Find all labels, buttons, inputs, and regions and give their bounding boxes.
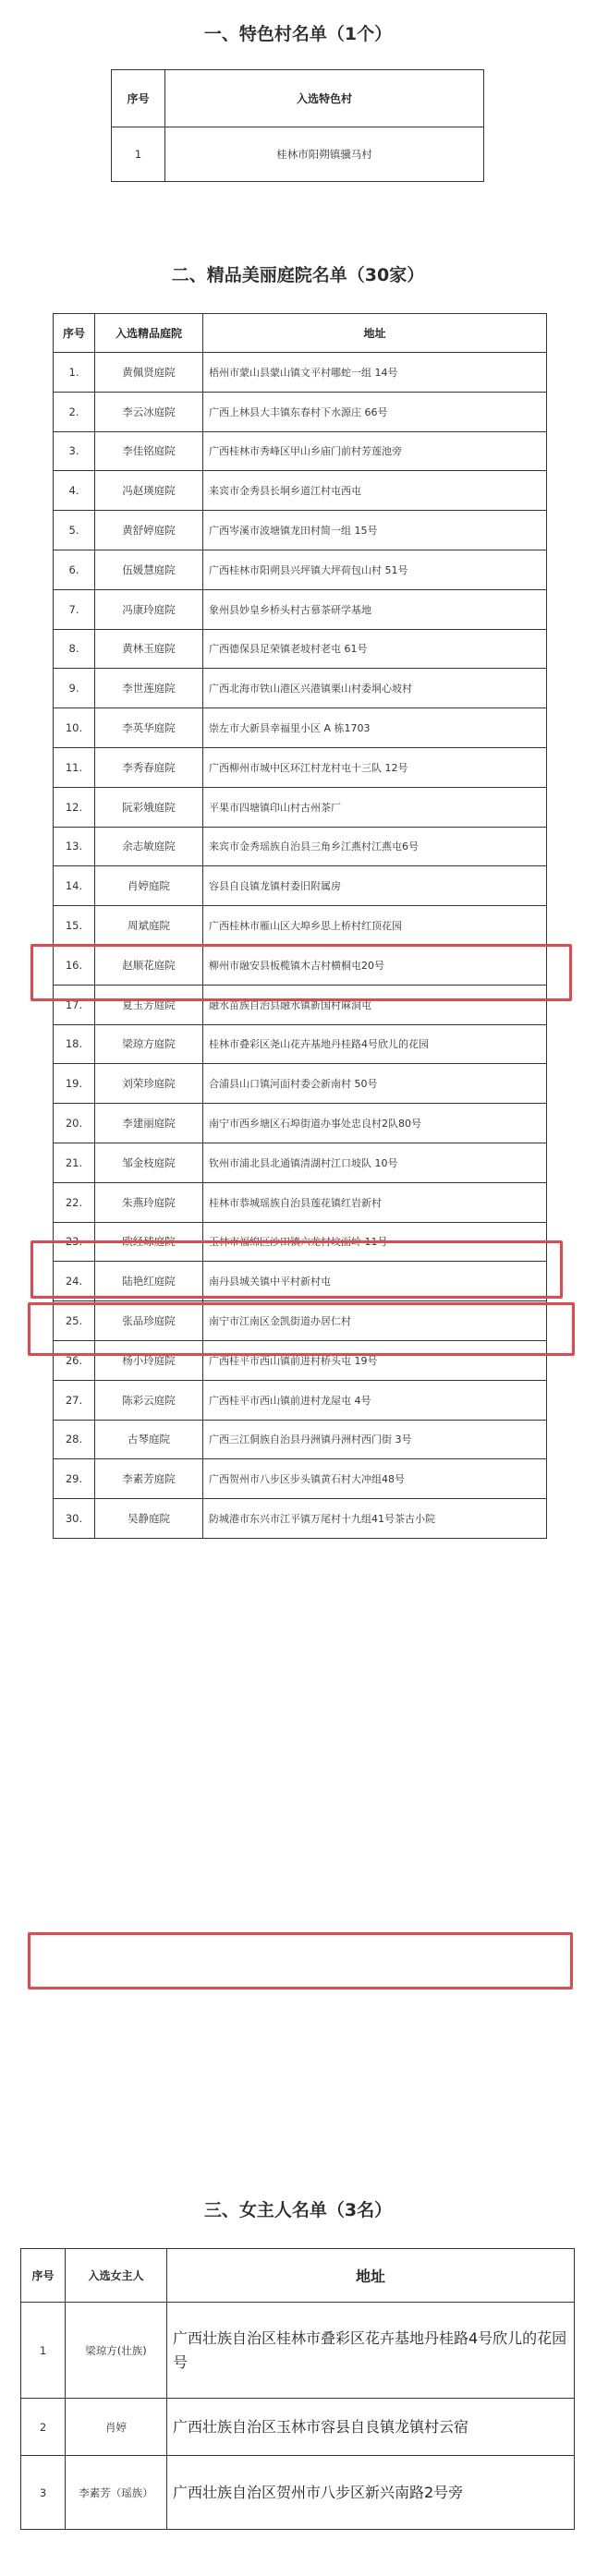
cell-courtyard: 陈彩云庭院 — [95, 1380, 203, 1420]
cell-address: 合浦县山口镇河面村委会新南村 50号 — [203, 1064, 547, 1104]
table-row — [54, 1182, 547, 1222]
table-row — [112, 127, 484, 182]
cell-address: 广西桂平市西山镇前进村龙屋屯 4号 — [203, 1380, 547, 1420]
cell-courtyard: 陆艳红庭院 — [95, 1262, 203, 1301]
table-row — [54, 353, 547, 393]
cell-index: 2. — [54, 392, 95, 431]
cell-index: 17. — [54, 985, 95, 1024]
cell-index: 13. — [54, 827, 95, 866]
cell-courtyard: 古琴庭院 — [95, 1420, 203, 1459]
cell-index: 9. — [54, 669, 95, 708]
cell-address: 南宁市江南区金凯街道办居仁村 — [203, 1301, 547, 1341]
col-header-hostess: 入选女主人 — [66, 2249, 167, 2303]
cell-address: 广西德保县足荣镇老坡村老屯 61号 — [203, 629, 547, 669]
cell-index: 6. — [54, 550, 95, 589]
col-header-index: 序号 — [54, 314, 95, 353]
cell-index: 15. — [54, 906, 95, 946]
table-row — [21, 2456, 575, 2530]
cell-hostess: 肖婷 — [66, 2399, 167, 2456]
cell-address: 南宁市西乡塘区石埠街道办事处忠良村2队80号 — [203, 1104, 547, 1143]
cell-courtyard: 黄舒婷庭院 — [95, 511, 203, 550]
cell-address: 融水苗族自治县融水镇新国村麻洞屯 — [203, 985, 547, 1024]
table-row — [54, 669, 547, 708]
cell-index: 14. — [54, 866, 95, 906]
cell-index: 22. — [54, 1182, 95, 1222]
cell-address: 桂林市恭城瑶族自治县莲花镇红岩新村 — [203, 1182, 547, 1222]
cell-address: 广西岑溪市波塘镇龙田村简一组 15号 — [203, 511, 547, 550]
cell-address: 来宾市金秀瑶族自治县三角乡江燕村江燕屯6号 — [203, 827, 547, 866]
cell-index: 30. — [54, 1499, 95, 1539]
cell-courtyard: 张品珍庭院 — [95, 1301, 203, 1341]
cell-index: 7. — [54, 589, 95, 629]
cell-address: 南丹县城关镇中平村新村屯 — [203, 1262, 547, 1301]
section1-title: 一、特色村名单（1个） — [203, 24, 393, 44]
table-header-row — [21, 2249, 575, 2303]
section2-title: 二、精品美丽庭院名单（30家） — [171, 265, 425, 285]
cell-courtyard: 梁琼方庭院 — [95, 1024, 203, 1064]
cell-courtyard: 冯赵瑛庭院 — [95, 471, 203, 511]
cell-courtyard: 刘荣珍庭院 — [95, 1064, 203, 1104]
cell-address: 钦州市浦北县北通镇清湖村江口坡队 10号 — [203, 1143, 547, 1182]
cell-courtyard: 伍媛慧庭院 — [95, 550, 203, 589]
table-row — [54, 1420, 547, 1459]
cell-courtyard: 夏玉芳庭院 — [95, 985, 203, 1024]
cell-index: 27. — [54, 1380, 95, 1420]
cell-index: 12. — [54, 787, 95, 827]
cell-courtyard: 周斌庭院 — [95, 906, 203, 946]
cell-courtyard: 吴静庭院 — [95, 1499, 203, 1539]
cell-index: 5. — [54, 511, 95, 550]
cell-courtyard: 赵顺花庭院 — [95, 945, 203, 985]
table-row — [21, 2303, 575, 2399]
highlight-box-row-11 — [30, 944, 572, 1001]
cell-index: 23. — [54, 1222, 95, 1262]
col-header-index: 序号 — [112, 70, 165, 127]
cell-address: 玉林市福绵区沙田镇六龙村坟面岭 11号 — [203, 1222, 547, 1262]
table-row — [54, 629, 547, 669]
hostess-table — [20, 2248, 575, 2530]
cell-index: 1. — [54, 353, 95, 393]
cell-courtyard: 李秀春庭院 — [95, 747, 203, 787]
table-row — [54, 1459, 547, 1499]
cell-index: 25. — [54, 1301, 95, 1341]
table-row — [54, 866, 547, 906]
cell-address: 广西桂林市阳朔县兴坪镇大坪荷包山村 51号 — [203, 550, 547, 589]
table-row — [54, 471, 547, 511]
col-header-index: 序号 — [21, 2249, 66, 2303]
cell-index: 10. — [54, 708, 95, 748]
cell-village: 桂林市阳朔镇骥马村 — [165, 127, 484, 182]
col-header-courtyard: 入选精品庭院 — [95, 314, 203, 353]
table-header-row — [112, 70, 484, 127]
table-row — [54, 1024, 547, 1064]
cell-index: 3 — [21, 2456, 66, 2530]
cell-index: 11. — [54, 747, 95, 787]
table-header-row — [54, 314, 547, 353]
table-row — [54, 1104, 547, 1143]
cell-address: 广西壮族自治区贺州市八步区新兴南路2号旁 — [167, 2456, 575, 2530]
cell-address: 梧州市蒙山县蒙山镇文平村哪蛇一组 14号 — [203, 353, 547, 393]
cell-address: 广西桂林市雁山区大埠乡思上桥村红顶花园 — [203, 906, 547, 946]
table-row — [54, 1380, 547, 1420]
cell-address: 来宾市金秀县长垌乡道江村屯西屯 — [203, 471, 547, 511]
cell-address: 广西上林县大丰镇东春村下水源庄 66号 — [203, 392, 547, 431]
cell-address: 广西贺州市八步区步头镇黄石村大冲组48号 — [203, 1459, 547, 1499]
cell-address: 广西壮族自治区桂林市叠彩区花卉基地丹桂路4号欣儿的花园号 — [167, 2303, 575, 2399]
cell-courtyard: 肖婷庭院 — [95, 866, 203, 906]
cell-address: 柳州市融安县板榄镇木吉村横桐屯20号 — [203, 945, 547, 985]
highlight-box-row-28 — [28, 1932, 573, 1989]
table-row — [54, 708, 547, 748]
cell-courtyard: 阮彩娥庭院 — [95, 787, 203, 827]
cell-hostess: 梁琼方(壮族) — [66, 2303, 167, 2399]
table-row — [21, 2399, 575, 2456]
cell-address: 平果市四塘镇印山村古州茶厂 — [203, 787, 547, 827]
cell-address: 崇左市大新县幸福里小区 A 栋1703 — [203, 708, 547, 748]
cell-index: 8. — [54, 629, 95, 669]
cell-courtyard: 李建丽庭院 — [95, 1104, 203, 1143]
cell-courtyard: 朱燕玲庭院 — [95, 1182, 203, 1222]
table-row — [54, 431, 547, 471]
cell-index: 19. — [54, 1064, 95, 1104]
cell-courtyard: 冯康玲庭院 — [95, 589, 203, 629]
cell-address: 防城港市东兴市江平镇万尾村十九组41号茶古小院 — [203, 1499, 547, 1539]
cell-courtyard: 欧经球庭院 — [95, 1222, 203, 1262]
cell-index: 21. — [54, 1143, 95, 1182]
highlight-box-row-16 — [30, 1240, 563, 1299]
cell-index: 4. — [54, 471, 95, 511]
cell-address: 广西桂平市西山镇前进村桥头屯 19号 — [203, 1340, 547, 1380]
cell-index: 24. — [54, 1262, 95, 1301]
cell-index: 16. — [54, 945, 95, 985]
cell-address: 广西北海市铁山港区兴港镇栗山村委垌心坡村 — [203, 669, 547, 708]
cell-courtyard: 余志敏庭院 — [95, 827, 203, 866]
cell-index: 29. — [54, 1459, 95, 1499]
cell-index: 1 — [21, 2303, 66, 2399]
cell-index: 18. — [54, 1024, 95, 1064]
cell-index: 26. — [54, 1340, 95, 1380]
table-row — [54, 787, 547, 827]
cell-hostess: 李素芳（瑶族） — [66, 2456, 167, 2530]
cell-index: 2 — [21, 2399, 66, 2456]
table-row — [54, 747, 547, 787]
cell-index: 3. — [54, 431, 95, 471]
col-header-village: 入选特色村 — [165, 70, 484, 127]
cell-courtyard: 邹金枝庭院 — [95, 1143, 203, 1182]
section3-title: 三、女主人名单（3名） — [203, 2200, 393, 2220]
cell-courtyard: 李佳铭庭院 — [95, 431, 203, 471]
table-row — [54, 392, 547, 431]
table-row — [54, 1499, 547, 1539]
highlight-box-row-17 — [28, 1302, 575, 1356]
cell-address: 桂林市叠彩区尧山花卉基地丹桂路4号欣儿的花园 — [203, 1024, 547, 1064]
col-header-address: 地址 — [203, 314, 547, 353]
table-row — [54, 1064, 547, 1104]
table-row — [54, 1143, 547, 1182]
table-row — [54, 550, 547, 589]
cell-address: 象州县妙皇乡桥头村古慕茶研学基地 — [203, 589, 547, 629]
table-row — [54, 511, 547, 550]
cell-address: 广西三江侗族自治县丹洲镇丹洲村西门街 3号 — [203, 1420, 547, 1459]
table-row — [54, 589, 547, 629]
cell-courtyard: 黄佩贤庭院 — [95, 353, 203, 393]
table-row — [54, 827, 547, 866]
cell-address: 广西桂林市秀峰区甲山乡庙门前村芳莲池旁 — [203, 431, 547, 471]
featured-village-table — [111, 69, 484, 182]
cell-index: 1 — [112, 127, 165, 182]
cell-address: 容县自良镇龙镇村委旧附属房 — [203, 866, 547, 906]
cell-address: 广西壮族自治区玉林市容县自良镇龙镇村云宿 — [167, 2399, 575, 2456]
cell-courtyard: 李世莲庭院 — [95, 669, 203, 708]
table-row — [54, 906, 547, 946]
cell-address: 广西柳州市城中区环江村龙村屯十三队 12号 — [203, 747, 547, 787]
cell-courtyard: 李英华庭院 — [95, 708, 203, 748]
cell-courtyard: 李素芳庭院 — [95, 1459, 203, 1499]
cell-courtyard: 杨小玲庭院 — [95, 1340, 203, 1380]
cell-courtyard: 李云冰庭院 — [95, 392, 203, 431]
col-header-address: 地址 — [167, 2249, 575, 2303]
cell-index: 28. — [54, 1420, 95, 1459]
cell-index: 20. — [54, 1104, 95, 1143]
cell-courtyard: 黄林玉庭院 — [95, 629, 203, 669]
